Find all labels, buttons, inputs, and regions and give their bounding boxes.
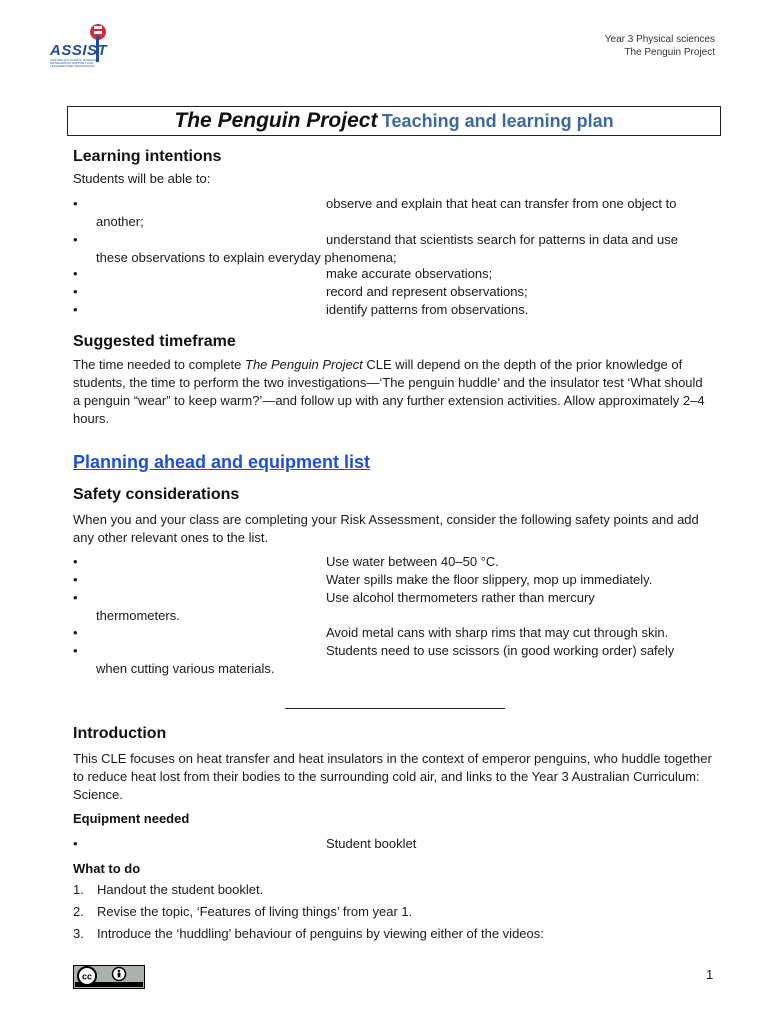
bullet-dot: • <box>73 196 78 211</box>
header-year: Year 3 Physical sciences <box>604 34 715 45</box>
bullet-text-continued: another; <box>96 214 144 229</box>
logo-tagline: AUSTRALIAN SCHOOL SCIENCE INFORMATION SUPPORT FOR TEACHERS AND TECHNICIANS <box>50 58 97 68</box>
cc-by-icon <box>73 965 145 989</box>
header-project: The Penguin Project <box>624 47 715 58</box>
bullet-dot: • <box>73 625 78 640</box>
bullet-dot: • <box>73 554 78 569</box>
timeframe-paragraph <box>73 356 713 428</box>
bullet-text: identify patterns from observations. <box>326 302 529 317</box>
bullet-text-continued: these observations to explain everyday phenomena; <box>96 250 397 265</box>
list-item <box>73 881 263 899</box>
bullet-text: Use water between 40–50 °C. <box>326 554 499 569</box>
step-text: Handout the student booklet. <box>97 882 264 897</box>
safety-heading: Safety considerations <box>73 486 240 503</box>
bullet-text: record and represent observations; <box>326 284 528 299</box>
timeframe-text-b: CLE will depend on the depth of the prior knowledge of students, the time to perform the two investigations—‘The penguin huddle’ and the insulator test ‘What should a penguin “wear” to keep warm?’—and follow up with any further extension activities. Allow approximately 2–4 hours. <box>73 357 705 426</box>
equipment-heading: Equipment needed <box>73 811 190 826</box>
timeframe-heading: Suggested timeframe <box>73 333 236 350</box>
bullet-dot: • <box>73 232 78 247</box>
step-number: 1. <box>73 882 84 897</box>
learning-intentions-heading: Learning intentions <box>73 148 222 165</box>
list-item <box>73 925 544 943</box>
bullet-dot: • <box>73 266 78 281</box>
step-number: 3. <box>73 926 84 941</box>
bullet-text-continued: when cutting various materials. <box>96 661 275 676</box>
header-meta <box>605 33 715 59</box>
list-item <box>73 903 412 921</box>
title-box <box>67 106 721 136</box>
step-text: Introduce the ‘huddling’ behaviour of penguins by viewing either of the videos: <box>97 926 544 941</box>
bullet-text: Student booklet <box>326 836 417 851</box>
title-main: The Penguin Project <box>174 109 378 132</box>
bullet-dot: • <box>73 836 78 851</box>
introduction-heading: Introduction <box>73 725 167 742</box>
step-number: 2. <box>73 904 84 919</box>
page-number: 1 <box>706 967 714 982</box>
bullet-text-continued: thermometers. <box>96 608 180 623</box>
bullet-dot: • <box>73 302 78 317</box>
bullet-dot: • <box>73 572 78 587</box>
title-sub: Teaching and learning plan <box>381 111 614 131</box>
bullet-text: Avoid metal cans with sharp rims that may cut through skin. <box>326 625 669 640</box>
timeframe-text-italic: The Penguin Project <box>245 357 363 372</box>
bullet-text: Water spills make the floor slippery, mop up immediately. <box>326 572 653 587</box>
bullet-text: understand that scientists search for patterns in data and use <box>326 232 678 247</box>
bullet-text: make accurate observations; <box>326 266 493 281</box>
bullet-dot: • <box>73 643 78 658</box>
timeframe-text-a: The time needed to complete <box>73 357 245 372</box>
svg-text:cc: cc <box>81 971 93 982</box>
license-badge-icon <box>73 965 145 989</box>
bullet-text: Use alcohol thermometers rather than mercury <box>326 590 595 605</box>
what-to-do-heading: What to do <box>73 861 141 876</box>
divider <box>285 708 505 709</box>
introduction-paragraph: This CLE focuses on heat transfer and heat insulators in the context of emperor penguins, who huddle together to reduce heat lost from their bodies to the surrounding cold air, and links to the Year 3 Australian Curriculum: Science. <box>73 751 712 802</box>
planning-link[interactable]: Planning ahead and equipment list <box>73 452 371 472</box>
bullet-text: Students need to use scissors (in good working order) safely <box>326 643 675 658</box>
step-text: Revise the topic, ‘Features of living things’ from year 1. <box>97 904 413 919</box>
safety-lead: When you and your class are completing your Risk Assessment, consider the following safety points and add any other relevant ones to the list. <box>73 512 699 545</box>
learning-intentions-lead: Students will be able to: <box>73 171 211 186</box>
bullet-dot: • <box>73 590 78 605</box>
logo-text: ASSIST <box>50 42 108 59</box>
assist-logo <box>50 22 112 68</box>
bullet-dot: • <box>73 284 78 299</box>
bullet-text: observe and explain that heat can transfer from one object to <box>326 196 677 211</box>
